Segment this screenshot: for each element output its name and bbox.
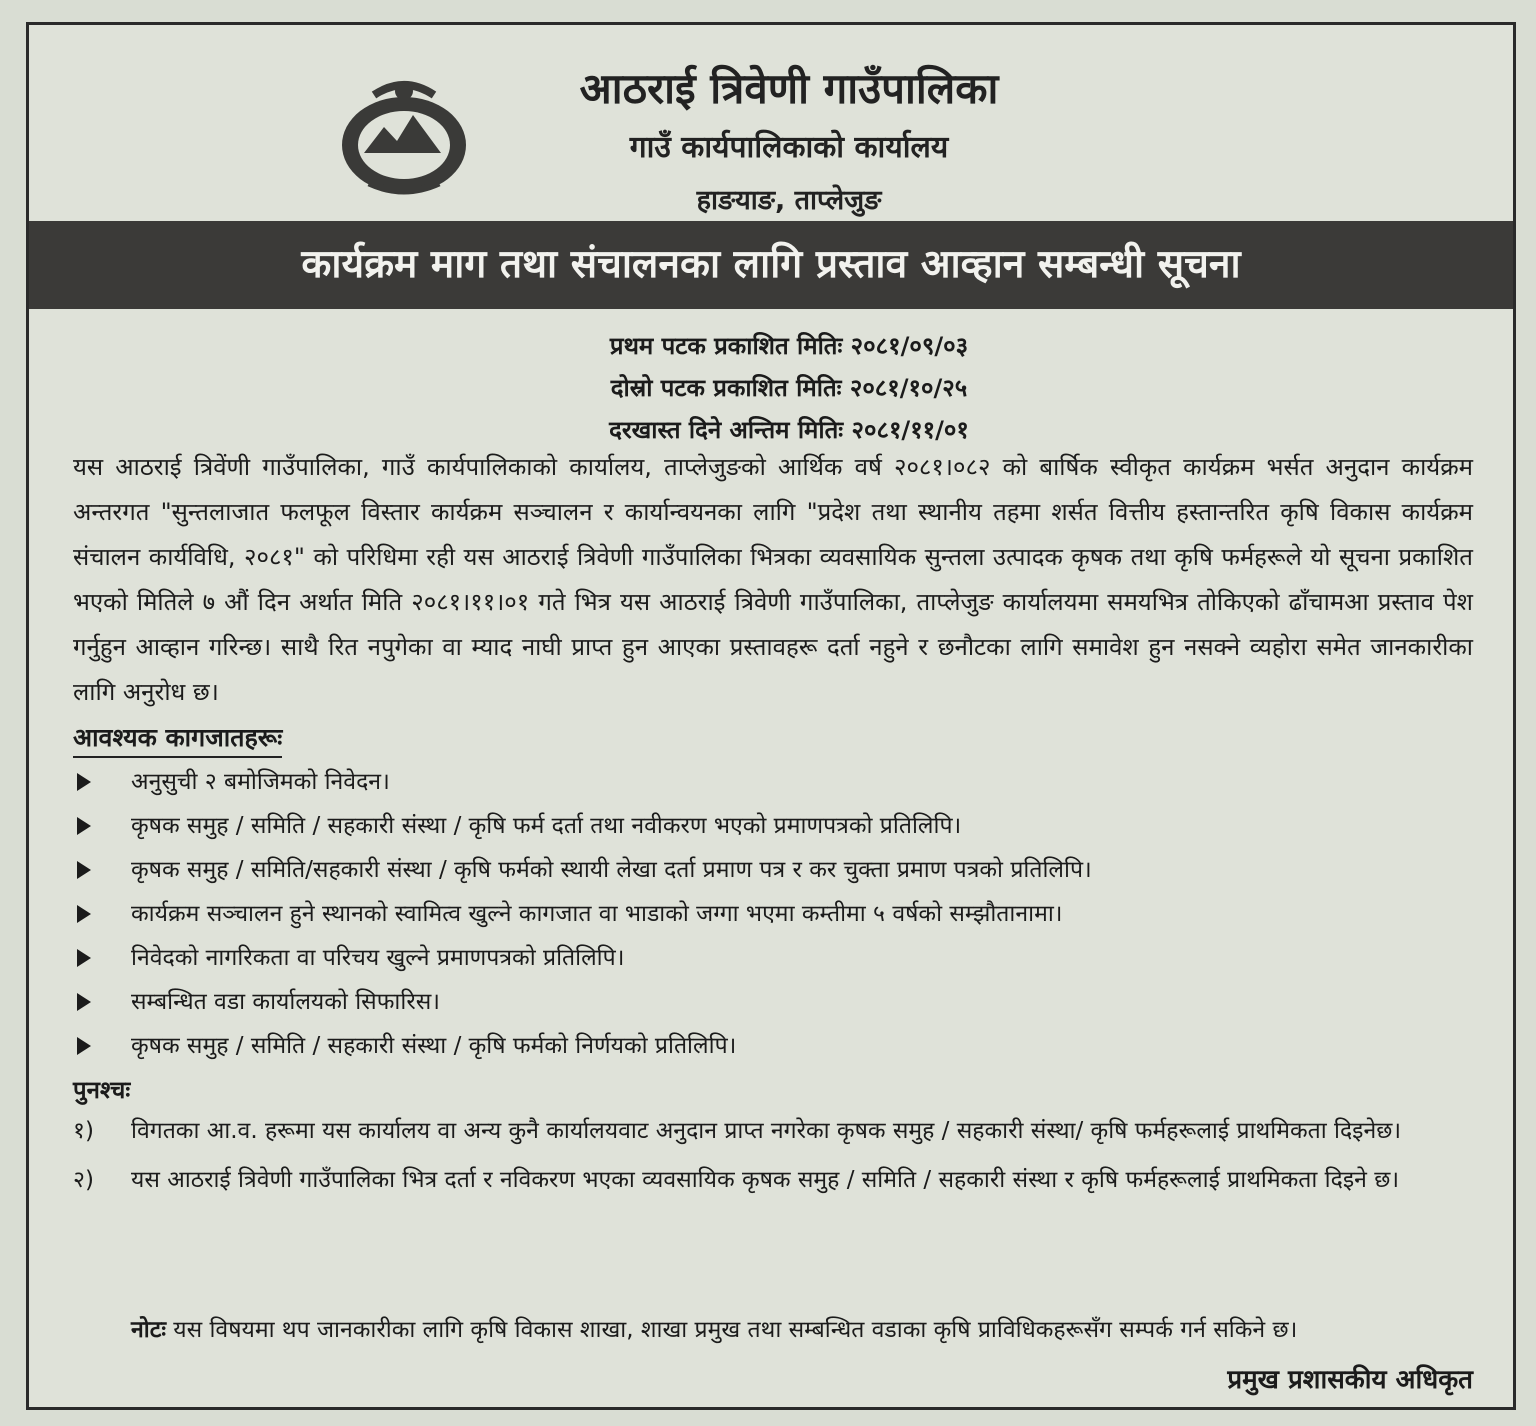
bullet-triangle-icon (77, 1037, 91, 1055)
bullet-triangle-icon (77, 905, 91, 923)
list-item: कृषक समुह / समिति / सहकारी संस्था / कृषि फर्म दर्ता तथा नवीकरण भएको प्रमाणपत्रको प्रतिलिपि। (73, 804, 1473, 848)
bullet-triangle-icon (77, 773, 91, 791)
bullet-triangle-icon (77, 949, 91, 967)
office-name: गाउँ कार्यपालिकाको कार्यालय (629, 130, 949, 165)
list-item: कार्यक्रम सञ्चालन हुने स्थानको स्वामित्व खुल्ने कागजात वा भाडाको जग्गा भएमा कम्तीमा ५ वर्षको सम्झौतानामा। (73, 892, 1473, 936)
list-item: कृषक समुह / समिति/सहकारी संस्था / कृषि फर्मको स्थायी लेखा दर्ता प्रमाण पत्र र कर चुक्ता प्रमाण पत्रको प्रतिलिपि। (73, 848, 1473, 892)
bullet-triangle-icon (77, 817, 91, 835)
item-number: १) (73, 1118, 94, 1144)
second-publication-date: दोस्रो पटक प्रकाशित मितिः २०८१/१०/२५ (610, 374, 968, 402)
list-item: सम्बन्धित वडा कार्यालयको सिफारिस। (73, 980, 1473, 1024)
note (131, 1308, 1477, 1353)
municipality-title: आठराई त्रिवेणी गाउँपालिका (579, 64, 999, 113)
notice-page (26, 22, 1516, 1410)
postscript-list (73, 1109, 1477, 1207)
notice-body: यस आठराई त्रिवेंणी गाउँपालिका, गाउँ कार्यपालिकाको कार्यालय, ताप्लेजुङको आर्थिक वर्ष २०८१।०८२ को बार्षिक स्वीकृत कार्यक्रम भर्सत अनुदान कार्यक्रम अन्तरगत "सुन्तलाजात फलफूल विस्तार कार्यक्रम सञ्चालन र कार्यान्वयनका लागि "प्रदेश तथा स्थानीय तहमा शर्सत वित्तीय हस्तान्तरित कृषि विकास कार्यक्रम संचालन कार्यविधि, २०८१" को परिधिमा रही यस आठराई त्रिवेणी गाउँपालिका भित्रका व्यवसायिक सुन्तला उत्पादक कृषक तथा कृषि फर्महरूले यो सूचना प्रकाशित भएको मितिले ७ औं दिन अर्थात मिति २०८१।११।०१ गते भित्र यस आठराई त्रिवेणी गाउँपालिका, ताप्लेजुङ कार्यालयमा समयभित्र तोकिएको ढाँचामआ प्रस्ताव पेश गर्नुहुन आव्हान गरिन्छ। साथै रित नपुगेका वा म्याद नाघी प्राप्त हुन आएका प्रस्तावहरू दर्ता नहुने र छनौटका लागि समावेश हुन नसक्ने व्यहोरा समेत जानकारीका लागि अनुरोध छ। (73, 453, 1473, 706)
item-number: २) (73, 1167, 94, 1193)
signatory-title: प्रमुख प्रशासकीय अधिकृत (1227, 1365, 1473, 1395)
bullet-triangle-icon (77, 861, 91, 879)
note-text: यस विषयमा थप जानकारीका लागि कृषि विकास शाखा, शाखा प्रमुख तथा सम्बन्धित वडाका कृषि प्राविधिकहरूसँग सम्पर्क गर्न सकिने छ। (173, 1317, 1298, 1343)
required-documents-list (73, 760, 1473, 1068)
application-deadline: दरखास्त दिने अन्तिम मितिः २०८१/११/०१ (609, 416, 969, 444)
required-documents-heading: आवश्यक कागजातहरूः (73, 720, 282, 758)
first-publication-date: प्रथम पटक प्रकाशित मितिः २०८१/०९/०३ (609, 332, 969, 360)
list-item: १) विगतका आ.व. हरूमा यस कार्यालय वा अन्य कुनै कार्यालयवाट अनुदान प्राप्त नगरेका कृषक समुह / सहकारी संस्था/ कृषि फर्महरूलाई प्राथमिकता दिइनेछ। (73, 1109, 1477, 1154)
publication-dates (389, 325, 1189, 451)
postscript-heading: पुनश्चः (73, 1076, 131, 1104)
office-address: हाङयाङ, ताप्लेजुङ (696, 185, 882, 216)
list-item: २) यस आठराई त्रिवेणी गाउँपालिका भित्र दर्ता र नविकरण भएका व्यवसायिक कृषक समुह / समिति / सहकारी संस्था र कृषि फर्महरूलाई प्राथमिकता दिइने छ। (73, 1158, 1477, 1203)
list-item: अनुसुची २ बमोजिमको निवेदन। (73, 760, 1473, 804)
bullet-triangle-icon (77, 993, 91, 1011)
notice-heading: कार्यक्रम माग तथा संचालनका लागि प्रस्ताव आव्हान सम्बन्धी सूचना (29, 221, 1513, 309)
list-item: कृषक समुह / समिति / सहकारी संस्था / कृषि फर्मको निर्णयको प्रतिलिपि। (73, 1024, 1473, 1068)
note-label: नोटः (131, 1317, 166, 1343)
list-item: निवेदको नागरिकता वा परिचय खुल्ने प्रमाणपत्रको प्रतिलिपि। (73, 936, 1473, 980)
